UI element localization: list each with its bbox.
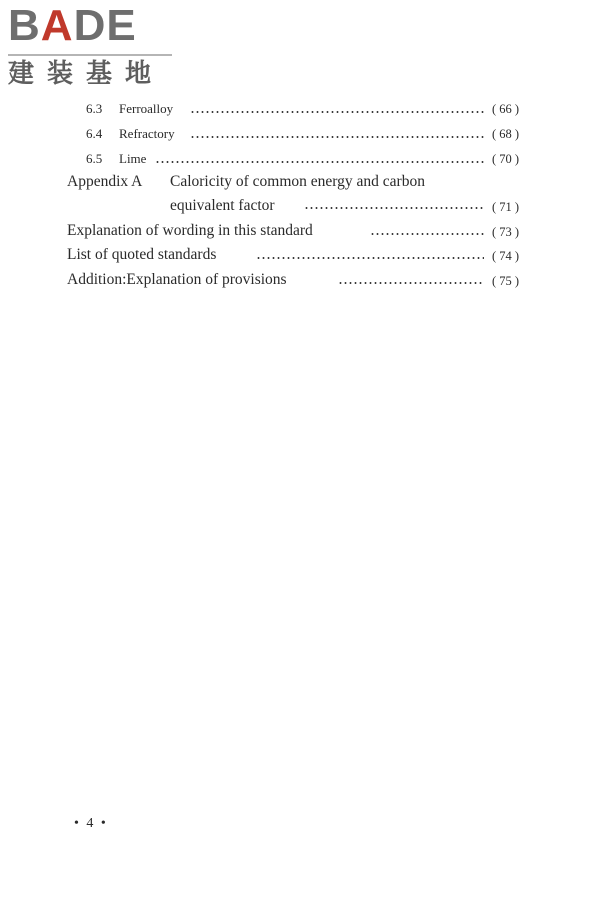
toc-entry-page: ( 71 ) (492, 200, 520, 214)
toc-entry-6-3[interactable] (0, 100, 600, 122)
toc-entry-page: ( 75 ) (492, 274, 520, 288)
toc-entry-title-continuation: equivalent factor (170, 197, 275, 214)
logo-chinese-text: 建装基地 (8, 59, 165, 89)
toc-entry-title: Refractory (119, 126, 175, 141)
toc-entry-title: Lime (119, 151, 147, 166)
dot-leader (338, 277, 484, 289)
logo-letter-b: B (8, 4, 41, 50)
page-number: • 4 • (74, 816, 108, 831)
dot-leader (190, 106, 484, 118)
toc-entry-page: ( 74 ) (492, 249, 520, 263)
toc-entry-page: ( 70 ) (492, 152, 520, 166)
toc-entry-appendix-a[interactable] (0, 172, 600, 218)
toc-entry-page: ( 66 ) (492, 102, 520, 116)
toc-entry-number: 6.4 (86, 126, 103, 141)
toc-entry-6-5[interactable] (0, 150, 600, 172)
dot-leader (256, 252, 484, 264)
toc-entry-number: Appendix A (67, 173, 143, 190)
logo-letter-a: A (40, 4, 74, 50)
dot-leader (370, 228, 484, 240)
toc-entry-addition-explanation-of-provisions[interactable] (0, 270, 600, 292)
dot-leader (155, 156, 484, 168)
logo-letters-de: DE (73, 4, 137, 50)
toc-entry-page: ( 73 ) (492, 225, 520, 239)
dot-leader (304, 202, 484, 214)
toc-entry-title: List of quoted standards (67, 246, 217, 263)
toc-entry-number: 6.5 (86, 151, 103, 166)
toc-entry-title: Ferroalloy (119, 101, 174, 116)
toc-entry-title: Addition:Explanation of provisions (67, 271, 287, 288)
toc-entry-title: Caloricity of common energy and carbon (170, 173, 425, 190)
toc-entry-title: Explanation of wording in this standard (67, 222, 313, 239)
toc-entry-list-of-quoted-standards[interactable] (0, 245, 600, 267)
toc-entry-6-4[interactable] (0, 125, 600, 147)
toc-entry-page: ( 68 ) (492, 127, 520, 141)
toc-entry-explanation-of-wording[interactable] (0, 221, 600, 243)
toc-entry-number: 6.3 (86, 101, 103, 116)
dot-leader (190, 131, 484, 143)
